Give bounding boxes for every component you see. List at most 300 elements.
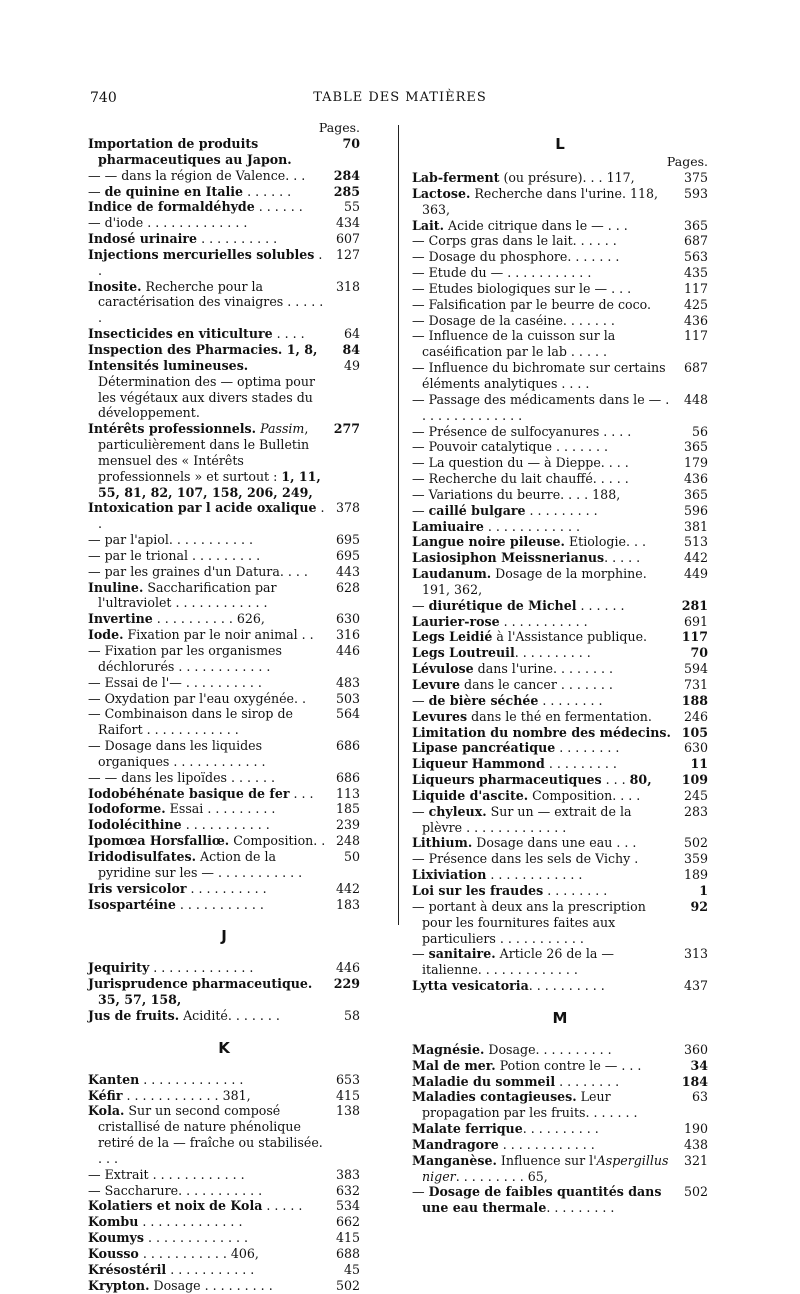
entry-text: Laurier-rose . . . . . . . . . . .: [412, 613, 588, 629]
page-ref: 70: [690, 645, 708, 661]
page-ref: 105: [681, 724, 708, 740]
entry-text: Intérêts professionnels. Passim, particulièrement dans le Bulletin mensuel des « Intérêts professionnels » et surtout : 1, 11, 55, 81, 82, 107, 158, 206, 249,: [88, 421, 321, 500]
entry-text: Jurisprudence pharmaceutique. 35, 57, 158,: [88, 976, 313, 1008]
entry-text: — portant à deux ans la prescription pour les fournitures faites aux particuliers . . . . . . . . . . .: [412, 898, 646, 946]
index-entry: [412, 740, 708, 756]
index-entry: [88, 1088, 360, 1104]
index-entry: [412, 899, 708, 947]
index-entry: [412, 614, 708, 630]
page-ref: 56: [691, 423, 708, 439]
section-spacer: [88, 1058, 360, 1072]
entry-text: Lait. Acide citrique dans le — . . .: [412, 217, 628, 233]
page-ref: 117: [683, 328, 708, 344]
entry-text: Maladies contagieuses. Leur propagation par les fruits. . . . . . .: [412, 1089, 638, 1121]
index-entry: [412, 424, 708, 440]
page-ref: 34: [690, 1057, 708, 1073]
page-ref: 630: [683, 740, 708, 756]
page-ref: 695: [335, 532, 360, 548]
entry-text: — Combinaison dans le sirop de Raifort . . . . . . . . . . . .: [88, 706, 293, 738]
index-entry: [88, 1278, 360, 1294]
entry-text: Liquide d'ascite. Composition. . . .: [412, 787, 641, 803]
page-ref: 113: [335, 785, 360, 801]
entry-text: — Présence dans les sels de Vichy .: [412, 851, 639, 867]
page-ref: 239: [335, 817, 360, 833]
index-entry: [88, 976, 360, 1008]
index-entry: [88, 960, 360, 976]
page-ref: 185: [335, 801, 360, 817]
page-ref: 248: [335, 833, 360, 849]
index-entry: [88, 817, 360, 833]
page-ref: 438: [683, 1136, 708, 1152]
page-ref: 1: [699, 882, 708, 898]
page-ref: 502: [335, 1277, 360, 1293]
entry-text: Intoxication par l acide oxalique . .: [88, 500, 325, 532]
index-entry: [412, 233, 708, 249]
index-entry: [88, 897, 360, 913]
index-entry: [88, 1246, 360, 1262]
entry-text: Levure dans le cancer . . . . . . .: [412, 677, 613, 692]
page-ref: 607: [335, 231, 360, 247]
page-ref: 313: [683, 946, 708, 962]
entry-text: — Passage des médicaments dans le — . . . . . . . . . . . . . .: [412, 391, 670, 423]
entry-text: — La question du — à Dieppe. . . .: [412, 455, 629, 471]
index-entry: [412, 661, 708, 677]
entry-text: — Saccharure. . . . . . . . . . .: [88, 1182, 263, 1198]
page-ref: 316: [335, 627, 360, 643]
index-entry: [412, 1137, 708, 1153]
index-entry: [412, 487, 708, 503]
page-ref: 596: [683, 502, 708, 518]
index-entry: [88, 247, 360, 279]
index-entry: [412, 297, 708, 313]
page-ref: 45: [343, 1261, 360, 1277]
index-entry: [88, 231, 360, 247]
section-spacer: [412, 994, 708, 1008]
section-letter: M: [552, 1008, 568, 1027]
entry-text: Jequirity . . . . . . . . . . . . .: [88, 960, 254, 976]
page-ref: 502: [683, 835, 708, 851]
index-entry: [412, 629, 708, 645]
page-ref: 127: [335, 246, 360, 262]
pages-label: Pages.: [318, 120, 360, 135]
index-entry: [88, 1167, 360, 1183]
index-entry: [412, 265, 708, 281]
page-ref: 437: [683, 978, 708, 994]
index-entry: [412, 550, 708, 566]
page-ref: 513: [683, 534, 708, 550]
section-spacer: [88, 912, 360, 926]
section-letter: K: [218, 1038, 230, 1057]
page-ref: 630: [335, 611, 360, 627]
page-ref: 84: [342, 341, 360, 357]
page-ref: 425: [683, 296, 708, 312]
section-letter: L: [555, 135, 565, 153]
page-ref: 183: [335, 896, 360, 912]
index-entry: [88, 1072, 360, 1088]
entry-text: Legs Leidié à l'Assistance publique.: [412, 629, 648, 645]
page-ref: 686: [335, 738, 360, 754]
page-ref: 138: [335, 1103, 360, 1119]
index-entry: [88, 199, 360, 215]
index-entry: [88, 500, 360, 532]
index-entry: [88, 691, 360, 707]
entry-text: — Extrait . . . . . . . . . . . .: [88, 1166, 245, 1182]
page-ref: 117: [683, 280, 708, 296]
running-title: TABLE DES MATIÈRES: [313, 90, 487, 105]
page-ref: 662: [335, 1214, 360, 1230]
index-entry: [88, 326, 360, 342]
page-ref: 435: [683, 265, 708, 281]
page-ref: 245: [683, 787, 708, 803]
entry-text: Jus de fruits. Acidité. . . . . . .: [88, 1007, 280, 1023]
index-entry: [412, 1089, 708, 1121]
page-ref: 593: [683, 185, 708, 201]
index-entry: [88, 1008, 360, 1024]
entry-text: Ipomœa Horsfalliœ. Composition. .: [88, 833, 326, 849]
index-entry: [88, 1214, 360, 1230]
index-entry: [88, 580, 360, 612]
index-column-left: [88, 120, 360, 1294]
page-ref: 446: [335, 643, 360, 658]
page-ref: 503: [335, 690, 360, 706]
entry-text: Laudanum. Dosage de la morphine. 191, 362,: [412, 566, 647, 597]
page-ref: 695: [335, 547, 360, 563]
index-entry: [88, 611, 360, 627]
entry-text: Levures dans le thé en fermentation.: [412, 708, 652, 724]
entry-text: — sanitaire. Article 26 de la — italienne. . . . . . . . . . . . .: [412, 946, 615, 978]
entry-text: — Variations du beurre. . . . 188,: [412, 486, 621, 502]
page-ref: 691: [683, 613, 708, 629]
page-ref: 283: [683, 803, 708, 819]
page-ref: 11: [690, 756, 708, 772]
page-ref: 184: [681, 1073, 708, 1089]
entry-text: Isospartéine . . . . . . . . . . .: [88, 896, 264, 912]
index-entry: [88, 675, 360, 691]
index-entry: [412, 851, 708, 867]
entry-text: — — dans la région de Valence. . .: [88, 167, 306, 183]
index-entry: [412, 503, 708, 519]
entry-text: Liqueur Hammond . . . . . . . . .: [412, 756, 617, 772]
page-ref: 688: [335, 1246, 360, 1261]
entry-text: Iridodisulfates. Action de la pyridine sur les — . . . . . . . . . . .: [88, 848, 303, 880]
page-ref: 375: [683, 170, 708, 185]
page-ref: 594: [683, 661, 708, 677]
index-entry: [412, 328, 708, 360]
index-entry: [88, 168, 360, 184]
page-ref: 686: [335, 769, 360, 785]
index-entry: [88, 1198, 360, 1214]
index-entry: [412, 566, 708, 598]
index-entry: [412, 867, 708, 883]
page-ref: 117: [681, 629, 708, 645]
entry-text: Lamiuaire . . . . . . . . . . . .: [412, 518, 580, 534]
entry-text: — d'iode . . . . . . . . . . . . .: [88, 215, 248, 231]
index-entry: [412, 693, 708, 709]
entry-text: Krésostéril . . . . . . . . . . .: [88, 1261, 255, 1277]
index-entry: [88, 548, 360, 564]
entry-text: — Etude du — . . . . . . . . . . .: [412, 265, 592, 281]
entry-text: — Dosage de la caséine. . . . . . .: [412, 312, 615, 328]
entry-text: Indice de formaldéhyde . . . . . .: [88, 199, 303, 215]
page-ref: 434: [335, 215, 360, 231]
entry-text: — de quinine en Italie . . . . . .: [88, 183, 292, 199]
section-spacer: [88, 946, 360, 960]
page-ref: 443: [335, 563, 360, 579]
index-entry: [88, 1230, 360, 1246]
page-ref: 365: [683, 439, 708, 455]
page-ref: 365: [683, 217, 708, 233]
index-entry: [88, 833, 360, 849]
index-entry: [412, 1074, 708, 1090]
index-entry: [412, 439, 708, 455]
entry-text: Langue noire pileuse. Etiologie. . .: [412, 534, 646, 550]
index-entry: [88, 786, 360, 802]
running-header: [0, 90, 800, 110]
index-entry: [412, 249, 708, 265]
entry-text: — Recherche du lait chauffé. . . . .: [412, 471, 629, 487]
entry-text: — par l'apiol. . . . . . . . . . .: [88, 532, 253, 548]
index-entry: [88, 342, 360, 358]
index-entry: [88, 849, 360, 881]
entry-text: Kola. Sur un second composé cristallisé de nature phénolique retiré de la — fraîche ou stabilisée. . . .: [88, 1103, 323, 1166]
index-entry: [88, 279, 360, 327]
entry-text: Kombu . . . . . . . . . . . . .: [88, 1214, 243, 1230]
entry-text: Iris versicolor . . . . . . . . . .: [88, 880, 267, 896]
page-ref: 58: [343, 1007, 360, 1023]
entry-text: Lithium. Dosage dans une eau . . .: [412, 835, 637, 851]
index-entry: [412, 218, 708, 234]
entry-text: Importation de produits pharmaceutiques au Japon.: [88, 136, 292, 167]
page-number: 740: [90, 90, 117, 106]
entry-text: Iodolécithine . . . . . . . . . . .: [88, 817, 270, 833]
index-entry: [412, 1153, 708, 1185]
entry-text: Koumys . . . . . . . . . . . . .: [88, 1230, 249, 1246]
index-entry: [412, 946, 708, 978]
index-entry: [88, 358, 360, 421]
entry-text: — Falsification par le beurre de coco.: [412, 296, 652, 312]
page-ref: 63: [691, 1089, 708, 1105]
entry-text: Kolatiers et noix de Kola . . . . .: [88, 1198, 303, 1214]
section-spacer: [88, 1024, 360, 1038]
index-entry: [412, 725, 708, 741]
entry-text: Inuline. Saccharification par l'ultraviolet . . . . . . . . . . . .: [88, 579, 277, 611]
page-ref: 284: [333, 167, 360, 183]
index-entry: [412, 170, 708, 186]
entry-text: Lactose. Recherche dans l'urine. 118, 363,: [412, 185, 658, 217]
index-entry: [88, 1262, 360, 1278]
index-entry: [412, 1042, 708, 1058]
entry-text: Lab-ferment (ou présure). . . 117,: [412, 170, 635, 185]
index-entry: [412, 835, 708, 851]
page-ref: 365: [683, 486, 708, 502]
entry-text: Iodobéhénate basique de fer . . .: [88, 785, 314, 801]
page-ref: 381: [683, 518, 708, 534]
entry-text: — diurétique de Michel . . . . . .: [412, 597, 625, 613]
page-ref: 383: [335, 1166, 360, 1182]
section-spacer: [412, 1028, 708, 1042]
page-ref: 415: [335, 1087, 360, 1103]
page-ref: 188: [681, 692, 708, 708]
entry-text: Liqueurs pharmaceutiques . . . 80,: [412, 772, 652, 788]
entry-text: Kousso . . . . . . . . . . . 406,: [88, 1246, 259, 1261]
entry-text: — chyleux. Sur un — extrait de la plèvre . . . . . . . . . . . . .: [412, 803, 632, 835]
pages-label: Pages.: [666, 154, 708, 169]
page-ref: 179: [683, 455, 708, 471]
page-ref: 318: [335, 278, 360, 294]
index-entry: [88, 643, 360, 675]
page-ref: 446: [335, 960, 360, 976]
index-entry: [88, 184, 360, 200]
index-entry: [412, 788, 708, 804]
index-entry: [88, 770, 360, 786]
entry-text: Malate ferrique. . . . . . . . . .: [412, 1121, 599, 1137]
entry-text: Indosé urinaire . . . . . . . . . .: [88, 231, 278, 247]
page-ref: 281: [681, 597, 708, 613]
index-entry: [412, 677, 708, 693]
index-entry: [412, 804, 708, 836]
page-ref: 448: [683, 391, 708, 407]
page-ref: 449: [683, 566, 708, 582]
entry-text: — Pouvoir catalytique . . . . . . .: [412, 439, 609, 455]
entry-text: Lipase pancréatique . . . . . . . .: [412, 740, 620, 756]
index-entry: [412, 313, 708, 329]
entry-text: — Influence de la cuisson sur la caséification par le lab . . . . .: [412, 328, 616, 360]
page-ref: 246: [683, 708, 708, 724]
entry-text: Lévulose dans l'urine. . . . . . . .: [412, 661, 614, 677]
entry-text: — par le trional . . . . . . . . .: [88, 547, 261, 563]
entry-text: Limitation du nombre des médecins.: [412, 724, 671, 740]
entry-text: Inosite. Recherche pour la caractérisation des vinaigres . . . . . .: [88, 278, 324, 326]
entry-text: Krypton. Dosage . . . . . . . . .: [88, 1277, 273, 1293]
entry-text: Lytta vesicatoria. . . . . . . . . .: [412, 978, 605, 994]
page-ref: 285: [333, 183, 360, 199]
entry-text: Iodoforme. Essai . . . . . . . . .: [88, 801, 276, 817]
entry-text: Iode. Fixation par le noir animal . .: [88, 627, 314, 643]
page-ref: 502: [683, 1184, 708, 1200]
index-entry: [412, 598, 708, 614]
page-ref: 50: [343, 848, 360, 864]
index-entry: [412, 756, 708, 772]
page-ref: 687: [683, 360, 708, 376]
index-entry: [88, 564, 360, 580]
index-entry: [88, 706, 360, 738]
entry-text: Mandragore . . . . . . . . . . . .: [412, 1136, 595, 1152]
entry-text: Loi sur les fraudes . . . . . . . .: [412, 882, 608, 898]
entry-text: — caillé bulgare . . . . . . . . .: [412, 502, 598, 518]
page-ref: 436: [683, 312, 708, 328]
entry-text: Kéfir . . . . . . . . . . . . 381,: [88, 1087, 251, 1103]
entry-text: — Oxydation par l'eau oxygénée. .: [88, 690, 306, 706]
entry-text: — Essai de l'— . . . . . . . . . .: [88, 674, 262, 690]
entry-text: Insecticides en viticulture . . . .: [88, 326, 305, 342]
page-ref: 189: [683, 867, 708, 883]
page-ref: 321: [683, 1152, 708, 1168]
index-entry: [412, 392, 708, 424]
page-ref: 436: [683, 471, 708, 487]
entry-text: — Corps gras dans le lait. . . . . .: [412, 233, 617, 249]
entry-text: Injections mercurielles solubles . .: [88, 246, 323, 278]
page-ref: 229: [333, 976, 360, 992]
entry-text: — Présence de sulfocyanures . . . .: [412, 423, 632, 439]
page-ref: 359: [683, 851, 708, 867]
page-ref: 564: [335, 706, 360, 722]
entry-text: — Etudes biologiques sur le — . . .: [412, 280, 632, 296]
page-ref: 731: [683, 677, 708, 692]
column-divider: [398, 125, 399, 925]
section-letter: J: [221, 927, 227, 946]
page-ref: 442: [683, 550, 708, 566]
index-entry: [88, 627, 360, 643]
page-ref: 415: [335, 1230, 360, 1246]
page-ref: 628: [335, 579, 360, 595]
page-ref: 190: [683, 1121, 708, 1137]
page-ref: 277: [333, 421, 360, 437]
index-entry: [412, 709, 708, 725]
entry-text: Legs Loutreuil. . . . . . . . . .: [412, 645, 591, 661]
index-entry: [88, 215, 360, 231]
page-ref: 49: [343, 357, 360, 373]
section-spacer: [412, 120, 708, 134]
index-entry: [412, 519, 708, 535]
index-entry: [412, 645, 708, 661]
entry-text: Mal de mer. Potion contre le — . . .: [412, 1057, 642, 1073]
entry-text: Kanten . . . . . . . . . . . . .: [88, 1071, 244, 1087]
entry-text: — — dans les lipoïdes . . . . . .: [88, 769, 276, 785]
page-ref: 534: [335, 1198, 360, 1214]
page-ref: 55: [343, 199, 360, 215]
page-ref: 109: [681, 772, 708, 788]
index-entry: [412, 534, 708, 550]
page-ref: 632: [335, 1182, 360, 1198]
entry-text: — Dosage dans les liquides organiques . . . . . . . . . . . .: [88, 738, 266, 769]
index-entry: [412, 186, 708, 218]
index-entry: [88, 532, 360, 548]
page-ref: 483: [335, 674, 360, 690]
entry-text: Lixiviation . . . . . . . . . . . .: [412, 867, 583, 883]
index-entry: [412, 455, 708, 471]
entry-text: Invertine . . . . . . . . . . 626,: [88, 611, 265, 627]
index-entry: [412, 1058, 708, 1074]
index-entry: [412, 978, 708, 994]
index-entry: [88, 1183, 360, 1199]
entry-text: Inspection des Pharmacies. 1, 8,: [88, 341, 318, 357]
index-entry: [412, 1121, 708, 1137]
entry-text: — de bière séchée . . . . . . . .: [412, 692, 603, 708]
entry-text: — par les graines d'un Datura. . . .: [88, 563, 308, 579]
entry-text: Manganèse. Influence sur l'Aspergillus niger. . . . . . . . . 65,: [412, 1152, 669, 1184]
page-ref: 378: [335, 500, 360, 516]
index-column-right: [412, 120, 708, 1216]
entry-text: — Dosage de faibles quantités dans une eau thermale. . . . . . . . .: [412, 1184, 662, 1216]
entry-text: — Influence du bichromate sur certains éléments analytiques . . . .: [412, 360, 666, 391]
index-entry: [88, 136, 360, 168]
entry-text: — Dosage du phosphore. . . . . . .: [412, 249, 620, 265]
index-entry: [88, 801, 360, 817]
index-entry: [412, 281, 708, 297]
page-ref: 563: [683, 249, 708, 265]
page-ref: 687: [683, 233, 708, 249]
index-entry: [412, 883, 708, 899]
page-ref: 653: [335, 1071, 360, 1087]
page-ref: 442: [335, 880, 360, 896]
page-ref: 70: [342, 136, 360, 151]
index-entry: [88, 421, 360, 500]
entry-text: — Fixation par les organismes déchlorurés . . . . . . . . . . . .: [88, 643, 282, 674]
index-entry: [88, 881, 360, 897]
index-entry: [88, 738, 360, 770]
entry-text: Intensités lumineuses. Détermination des — optima pour les végétaux aux divers stades du développement.: [88, 357, 315, 421]
index-entry: [412, 360, 708, 392]
